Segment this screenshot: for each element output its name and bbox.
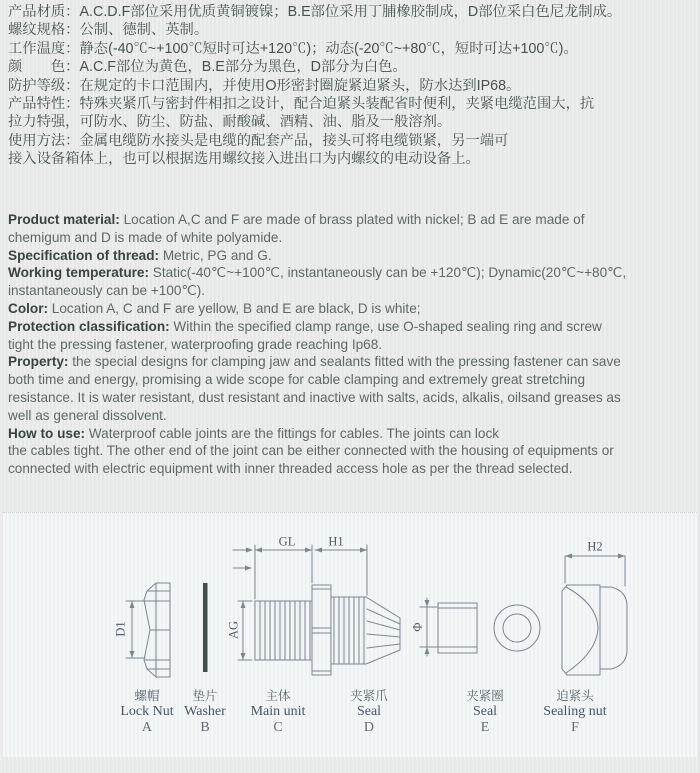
dim-label-d1: D1 [113,621,128,637]
part-label-group-d [350,689,388,736]
spec-en-label: Product material: [8,212,120,227]
part-name-en: Seal [472,704,498,719]
spec-en-text: tight the pressing fastener, waterproofing grade reaching Ip68. [8,336,383,352]
part-letter: E [480,720,490,735]
spec-cn-text: A.C.D.F部位采用优质黄铜镀镍；B.E部位采用丁脯橡胶制成，D部位采白色尼龙制成。 [79,4,622,20]
lock-nut-drawing [144,583,170,677]
dimension-gl-h1 [255,545,367,599]
spec-cn-label: 工作温度： [8,40,80,57]
spec-cn-label: 防护等级： [8,77,80,94]
spec-en-label: Specification of thread: [8,247,160,263]
spec-cn-text: A.C.F部位为黄色，B.E部分为黑色，D部分为白色。 [79,59,407,76]
dim-label-h2: H2 [587,539,603,554]
spec-en-label: Working temperature: [8,265,149,281]
spec-en-text: well as general dissolvent. [8,407,167,423]
sealing-nut-drawing [562,585,627,675]
spec-cn-text: 静态(-40℃~+100℃短时可达+120℃)；动态(-20℃~+80℃，短时可达+100℃)。 [79,40,578,57]
part-name-cn: 垫片 [192,689,218,703]
part-name-en: Main unit [250,704,306,719]
spec-cn-text: 金属电缆防水接头是电缆的配套产品，接头可将电缆锁紧，另一端可 [79,132,509,149]
spec-en-label: Protection classification: [8,318,170,334]
spec-cn-label: 螺纹规格： [8,22,80,39]
spec-cn-text: 特殊夹紧爪与密封件相扣之设计，配合迫紧头装配省时便利，夹紧电缆范围大，抗 [79,96,595,113]
spec-cn-text: 在规定的卡口范围内，并使用O形密封圈旋紧迫紧头，防水达到IP68。 [79,77,521,94]
spec-cn-label: 颜 色： [8,59,80,76]
part-label-group-c [251,689,306,736]
part-name-en: Washer [184,704,226,719]
part-label-group-e [466,689,504,736]
part-name-cn: 螺帽 [134,689,160,703]
spec-cn-text: 拉力特强，可防水、防尘、防盐、耐酸碱、酒精、油、脂及一般溶剂。 [8,114,452,131]
part-label-group-b [184,689,226,736]
spec-cn-label: 产品材质： [8,4,80,20]
part-letter: B [200,720,210,735]
part-label-group-a [120,689,173,736]
part-name-en: Sealing nut [543,704,607,719]
spec-en-label: Property: [8,354,69,370]
dim-label-phi: Φ [410,622,425,632]
dim-label-ag: AG [226,620,241,640]
dimension-h2 [565,554,625,587]
spec-cn-text: 公制、德制、英制。 [79,22,209,39]
spec-en-text: Location A, C and F are yellow, B and E are black, D is white; [48,300,421,316]
spec-en-text: chemigum and D is made of white polyamide. [8,229,283,245]
spec-cn-label: 使用方法： [8,132,80,149]
part-letter: C [273,720,283,735]
part-name-cn: 夹紧圈 [466,689,504,703]
seal-ring-drawing [438,603,540,653]
spec-en-label: How to use: [8,425,86,441]
part-letter: F [571,720,579,735]
spec-en-text: Metric, PG and G. [159,247,272,263]
claw-drawing [334,597,400,664]
spec-en-text: Static(-40℃~+100℃, instantaneously can be +120℃); Dynamic(20℃~+80℃, [149,265,627,281]
spec-en-text: both time and energy, promising a wide scope for cable clamping and extremely great stretching [8,372,586,388]
part-name-cn: 主体 [265,689,291,703]
dim-label-gl: GL [278,534,296,549]
spec-en-text: Within the specified clamp range, use O-shaped sealing ring and screw [169,318,602,334]
spec-en-text: Location A,C and F are made of brass plated with nickel; B ad E are made of [119,212,585,227]
part-name-en: Seal [356,704,382,719]
spec-en-text: resistance. It is water resistant, dust resistant and inactive with salts, acids, alkalis, oilsand greases as [8,389,621,405]
spec-en-text: Waterproof cable joints are the fittings for cables. The joints can lock [85,425,500,441]
part-label-group-f [543,689,606,736]
part-name-cn: 迫紧头 [556,689,594,703]
dimension-d1 [126,601,145,658]
spec-cn-label: 产品特性： [8,96,80,113]
spec-cn-text: 接入设备箱体上，也可以根据选用螺纹接入进出口为内螺纹的电动设备上。 [8,151,480,168]
dim-label-h1: H1 [328,534,344,549]
spec-en-text: the special designs for clamping jaw and sealants fitted with the pressing fastener can save [68,354,621,370]
part-letter: D [363,720,375,735]
spec-en-text: connected with electric equipment with inner threaded access hole as per the thread selected. [8,461,573,477]
part-letter: A [141,720,153,735]
spec-en-text: instantaneously can be +100℃). [8,283,206,299]
washer-drawing [203,583,208,672]
part-name-cn: 夹紧爪 [350,689,388,703]
leader-arrows [233,548,253,571]
spec-en-label: Color: [8,300,49,316]
spec-en-text: the cables tight. The other end of the joint can be either connected with the housing of equipments or [8,443,614,459]
main-unit-drawing [255,585,334,675]
part-name-en: Lock Nut [120,704,174,719]
